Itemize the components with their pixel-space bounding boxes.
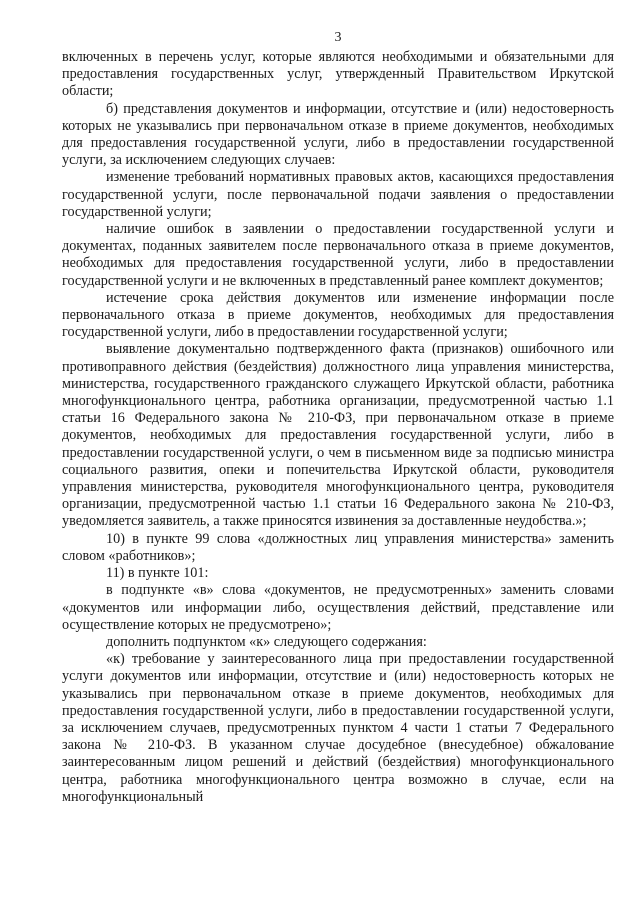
page-number: 3	[334, 30, 342, 45]
paragraph-2: б) представления документов и информации, отсутствие и (или) недостоверность которых не указывались при первоначальном отказе в приеме документов, необходимых для предоставления государственной услуги, либо в предоставлении государственной услуги, за исключением следующих случаев:	[62, 100, 614, 169]
paragraph-1: включенных в перечень услуг, которые являются необходимыми и обязательными для предоставления государственных услуг, утвержденный Правительством Иркутской области;	[62, 49, 614, 100]
document-body	[62, 49, 614, 806]
document-page	[62, 0, 614, 905]
paragraph-10: дополнить подпунктом «к» следующего содержания:	[106, 633, 427, 650]
paragraph-11: «к) требование у заинтересованного лица при предоставлении государственной услуги документов или информации, отсутствие и (или) недостоверность которых не указывались при первоначальном отказе в приеме документов, необходимых для предоставления государственной услуги, либо в предоставлении государственной услуги, за исключением случаев, предусмотренных пунктом 4 части 1 статьи 7 Федерального закона № 210-ФЗ. В указанном случае досудебное (внесудебное) обжалование заинтересованным лицом решений и действий (бездействия) многофункционального центра, работника многофункционального центра возможно в случае, если на многофункциональный	[62, 651, 614, 805]
paragraph-4: наличие ошибок в заявлении о предоставлении государственной услуги и документах, поданных заявителем после первоначального отказа в приеме документов, необходимых для предоставления государственной услуги, либо в предоставлении государственной услуги и не включенных в представленный ранее комплект документов;	[62, 221, 614, 289]
paragraph-6: выявление документально подтвержденного факта (признаков) ошибочного или противоправного действия (бездействия) должностного лица управления министерства, министерства, государственного гражданского служащего Иркутской области, работника многофункционального центра, работника организации, предусмотренной частью 1.1 статьи 16 Федерального закона № 210-ФЗ, при первоначальном отказе в приеме документов, необходимых для предоставления государственной услуги, либо в предоставлении государственной услуги, о чем в письменном виде за подписью министра социального развития, опеки и попечительства Иркутской области, руководителя управления министерства, руководителя многофункционального центра, руководителя организации, предусмотренной частью 1.1 статьи 16 Федерального закона № 210-ФЗ, уведомляется заявитель, а также приносятся извинения за доставленные неудобства.»;	[62, 341, 614, 530]
paragraph-8: 11) в пункте 101:	[106, 565, 209, 582]
paragraph-9: в подпункте «в» слова «документов, не предусмотренных» заменить словами «документов или информации либо, осуществления действий, представление или осуществление которых не предусмотрено»;	[62, 582, 614, 633]
paragraph-3: изменение требований нормативных правовых актов, касающихся предоставления государственной услуги, после первоначальной подачи заявления о предоставлении государственной услуги;	[62, 169, 614, 220]
paragraph-7: 10) в пункте 99 слова «должностных лиц управления министерства» заменить словом «работников»;	[62, 530, 614, 564]
paragraph-5: истечение срока действия документов или изменение информации после первоначального отказа в приеме документов, необходимых для предоставления государственной услуги, либо в предоставлении государственной услуги;	[62, 289, 614, 341]
